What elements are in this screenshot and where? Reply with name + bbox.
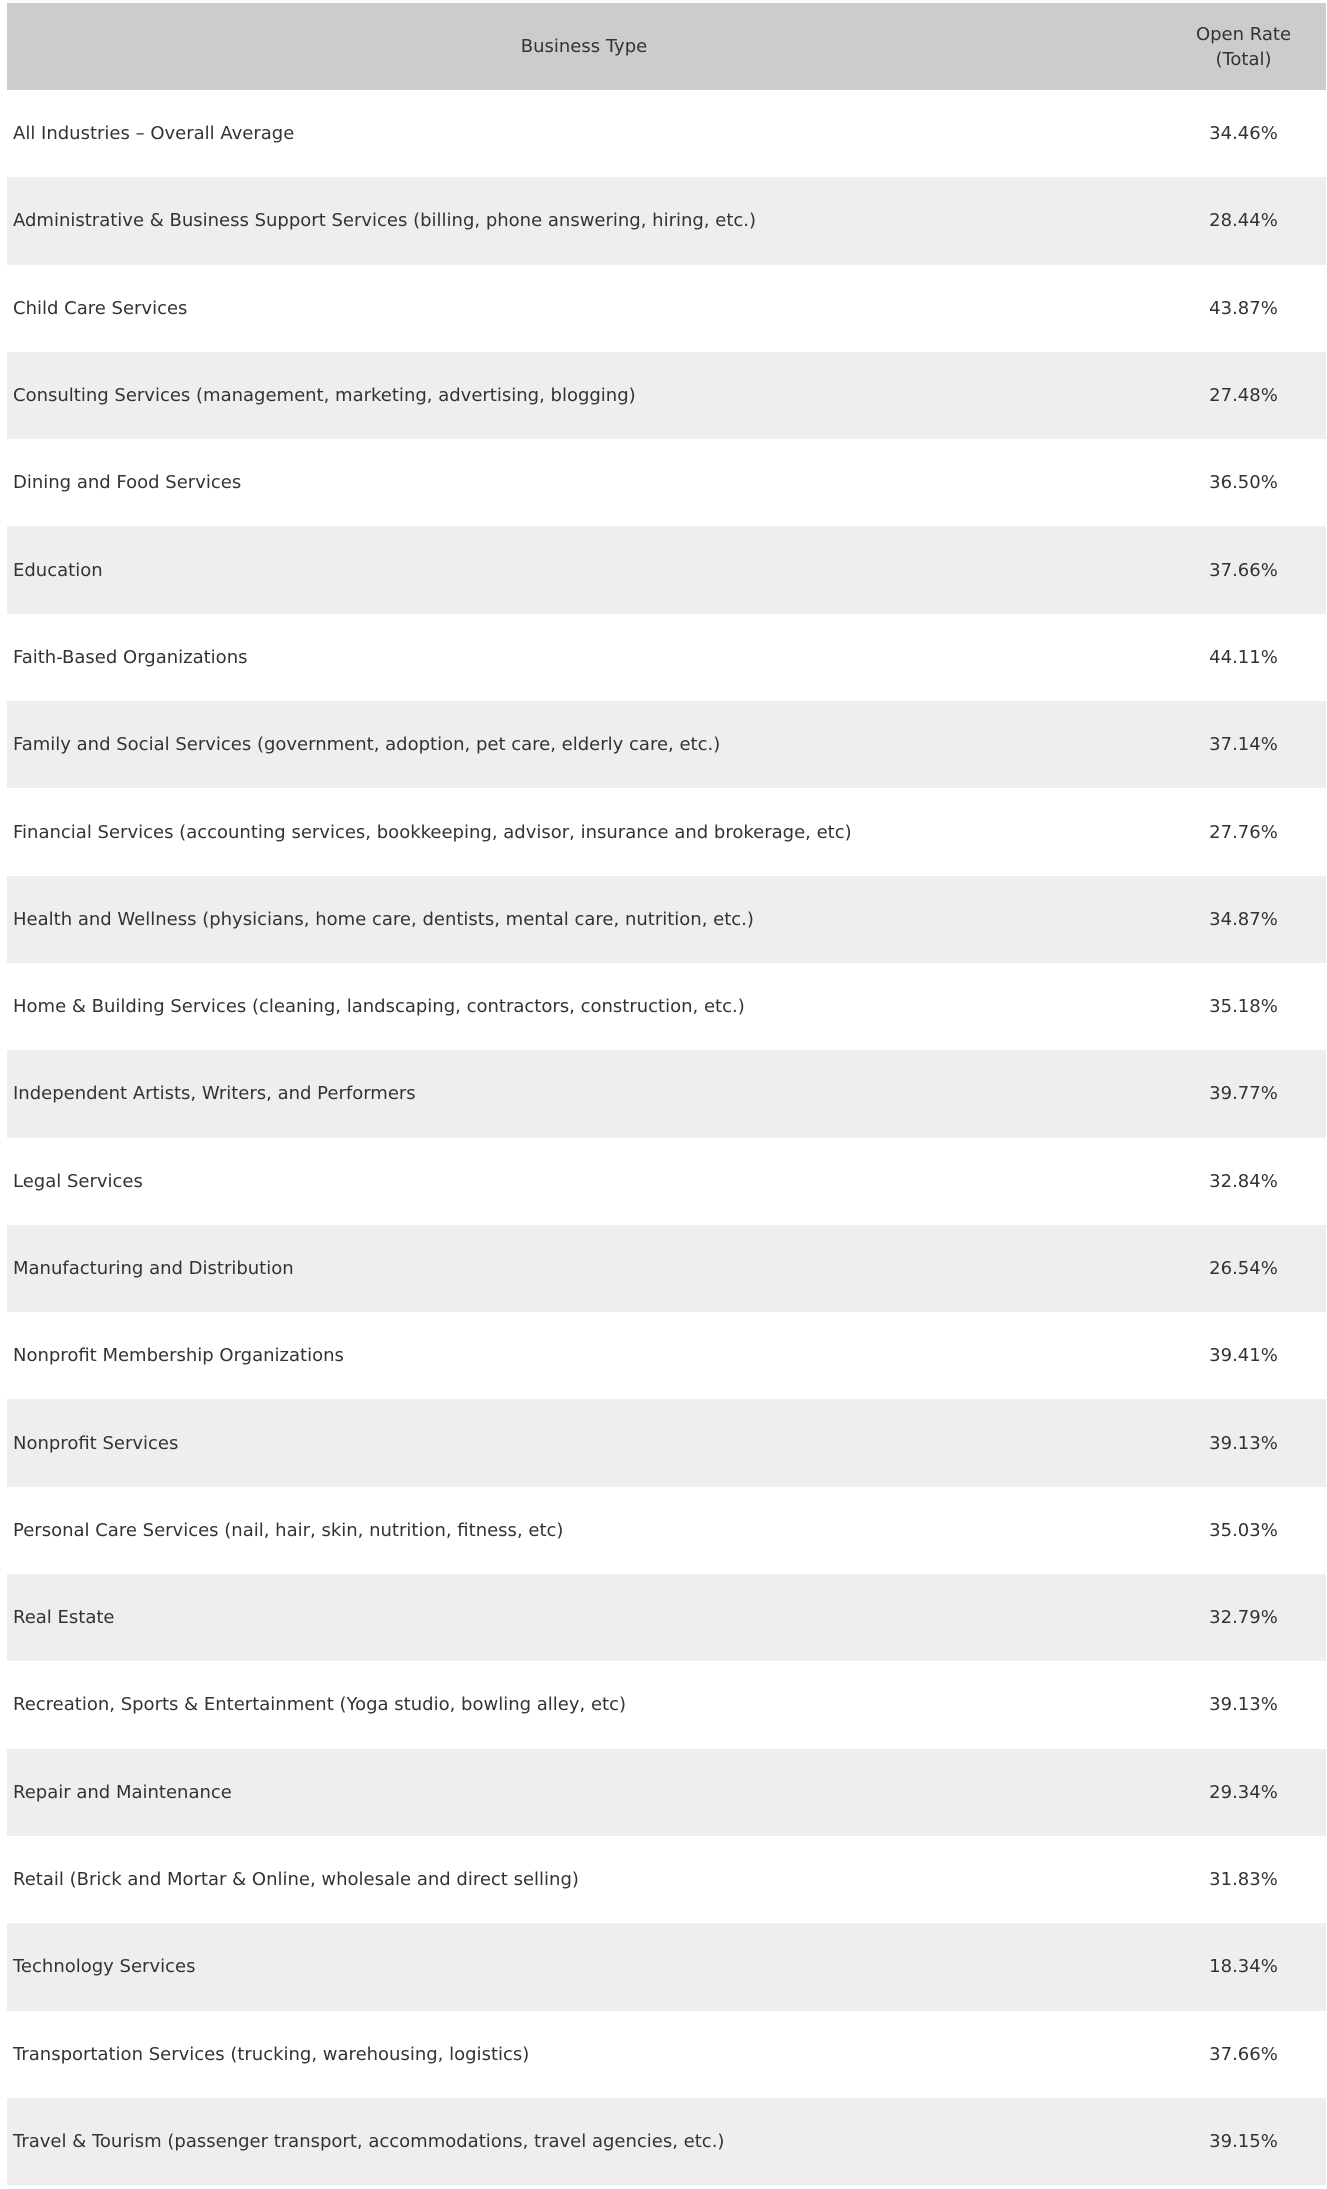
open-rate-cell: 34.87% (1209, 908, 1278, 930)
table-row (7, 1138, 1326, 1225)
table-row (7, 788, 1326, 875)
table-row (7, 177, 1326, 264)
table-row (7, 701, 1326, 788)
table-row (7, 1836, 1326, 1923)
open-rate-cell: 43.87% (1209, 297, 1278, 319)
open-rate-table-container (7, 3, 1326, 2185)
business-type-cell: Manufacturing and Distribution (13, 1258, 294, 1279)
business-type-cell: Nonprofit Services (13, 1432, 179, 1454)
business-type-cell: Transportation Services (trucking, warehousing, logistics) (13, 2043, 530, 2065)
table-row (7, 1661, 1326, 1748)
open-rate-cell: 18.34% (1209, 1956, 1278, 1978)
open-rate-cell: 35.18% (1209, 996, 1278, 1018)
open-rate-cell: 27.48% (1209, 385, 1278, 407)
table-row (7, 1312, 1326, 1399)
open-rate-cell: 28.44% (1209, 210, 1278, 232)
table-row (7, 614, 1326, 701)
table-row (7, 1050, 1326, 1137)
open-rate-cell: 44.11% (1209, 646, 1278, 668)
open-rate-cell: 39.77% (1209, 1083, 1278, 1105)
business-type-cell: Technology Services (13, 1956, 196, 1978)
business-type-cell: All Industries – Overall Average (13, 123, 295, 145)
open-rate-cell: 36.50% (1209, 472, 1278, 494)
open-rate-cell: 32.84% (1209, 1170, 1278, 1192)
business-type-cell: Retail (Brick and Mortar & Online, wholesale and direct selling) (13, 1869, 579, 1891)
table-row (7, 963, 1326, 1050)
business-type-cell: Child Care Services (13, 297, 188, 319)
table-row (7, 265, 1326, 352)
business-type-cell: Dining and Food Services (13, 472, 242, 494)
table-row (7, 1225, 1326, 1312)
table-row (7, 2098, 1326, 2185)
open-rate-cell: 26.54% (1209, 1258, 1278, 1279)
open-rate-cell: 39.15% (1209, 2130, 1278, 2152)
open-rate-cell: 34.46% (1209, 123, 1278, 145)
open-rate-cell: 37.14% (1209, 734, 1278, 756)
open-rate-cell: 37.66% (1209, 2043, 1278, 2065)
business-type-cell: Recreation, Sports & Entertainment (Yoga studio, bowling alley, etc) (13, 1694, 627, 1716)
business-type-cell: Personal Care Services (nail, hair, skin, nutrition, fitness, etc) (13, 1519, 564, 1541)
open-rate-cell: 29.34% (1209, 1781, 1278, 1803)
header-business-type: Business Type (520, 36, 648, 57)
table-row (7, 876, 1326, 963)
table-row (7, 2011, 1326, 2098)
business-type-cell: Faith-Based Organizations (13, 646, 248, 668)
business-type-cell: Financial Services (accounting services, bookkeeping, advisor, insurance and brokerage, etc) (13, 821, 852, 843)
business-type-cell: Real Estate (13, 1607, 115, 1629)
table-row (7, 439, 1326, 526)
table-row (7, 1487, 1326, 1574)
open-rate-cell: 35.03% (1209, 1519, 1278, 1541)
business-type-cell: Education (13, 559, 103, 581)
open-rate-cell: 39.13% (1209, 1432, 1278, 1454)
open-rate-cell: 39.41% (1209, 1345, 1278, 1367)
table-row (7, 1574, 1326, 1661)
open-rate-cell: 39.13% (1209, 1694, 1278, 1716)
open-rate-cell: 32.79% (1209, 1607, 1278, 1629)
open-rate-cell: 27.76% (1209, 821, 1278, 843)
header-row (7, 3, 1326, 90)
header-open-rate-line2: (Total) (1215, 48, 1272, 70)
header-open-rate-line1: Open Rate (1195, 23, 1292, 45)
table-row (7, 90, 1326, 177)
business-type-cell: Home & Building Services (cleaning, landscaping, contractors, construction, etc.) (13, 996, 745, 1018)
header-open-rate (1161, 3, 1326, 90)
business-type-cell: Family and Social Services (government, adoption, pet care, elderly care, etc.) (13, 734, 721, 756)
business-type-cell: Repair and Maintenance (13, 1781, 232, 1803)
business-type-cell: Travel & Tourism (passenger transport, accommodations, travel agencies, etc.) (13, 2130, 725, 2152)
business-type-cell: Legal Services (13, 1170, 143, 1192)
table-row (7, 1399, 1326, 1486)
business-type-cell: Nonprofit Membership Organizations (13, 1345, 344, 1367)
business-type-cell: Administrative & Business Support Services (billing, phone answering, hiring, etc.) (13, 210, 757, 232)
table-row (7, 1749, 1326, 1836)
open-rate-cell: 37.66% (1209, 559, 1278, 581)
business-type-cell: Independent Artists, Writers, and Performers (13, 1083, 416, 1105)
table-row (7, 526, 1326, 613)
open-rate-cell: 31.83% (1209, 1869, 1278, 1891)
open-rate-table (7, 3, 1326, 2185)
business-type-cell: Consulting Services (management, marketing, advertising, blogging) (13, 385, 636, 407)
table-header (7, 3, 1326, 90)
table-body (7, 90, 1326, 2185)
table-row (7, 352, 1326, 439)
business-type-cell: Health and Wellness (physicians, home care, dentists, mental care, nutrition, etc.) (13, 908, 754, 930)
table-row (7, 1923, 1326, 2010)
